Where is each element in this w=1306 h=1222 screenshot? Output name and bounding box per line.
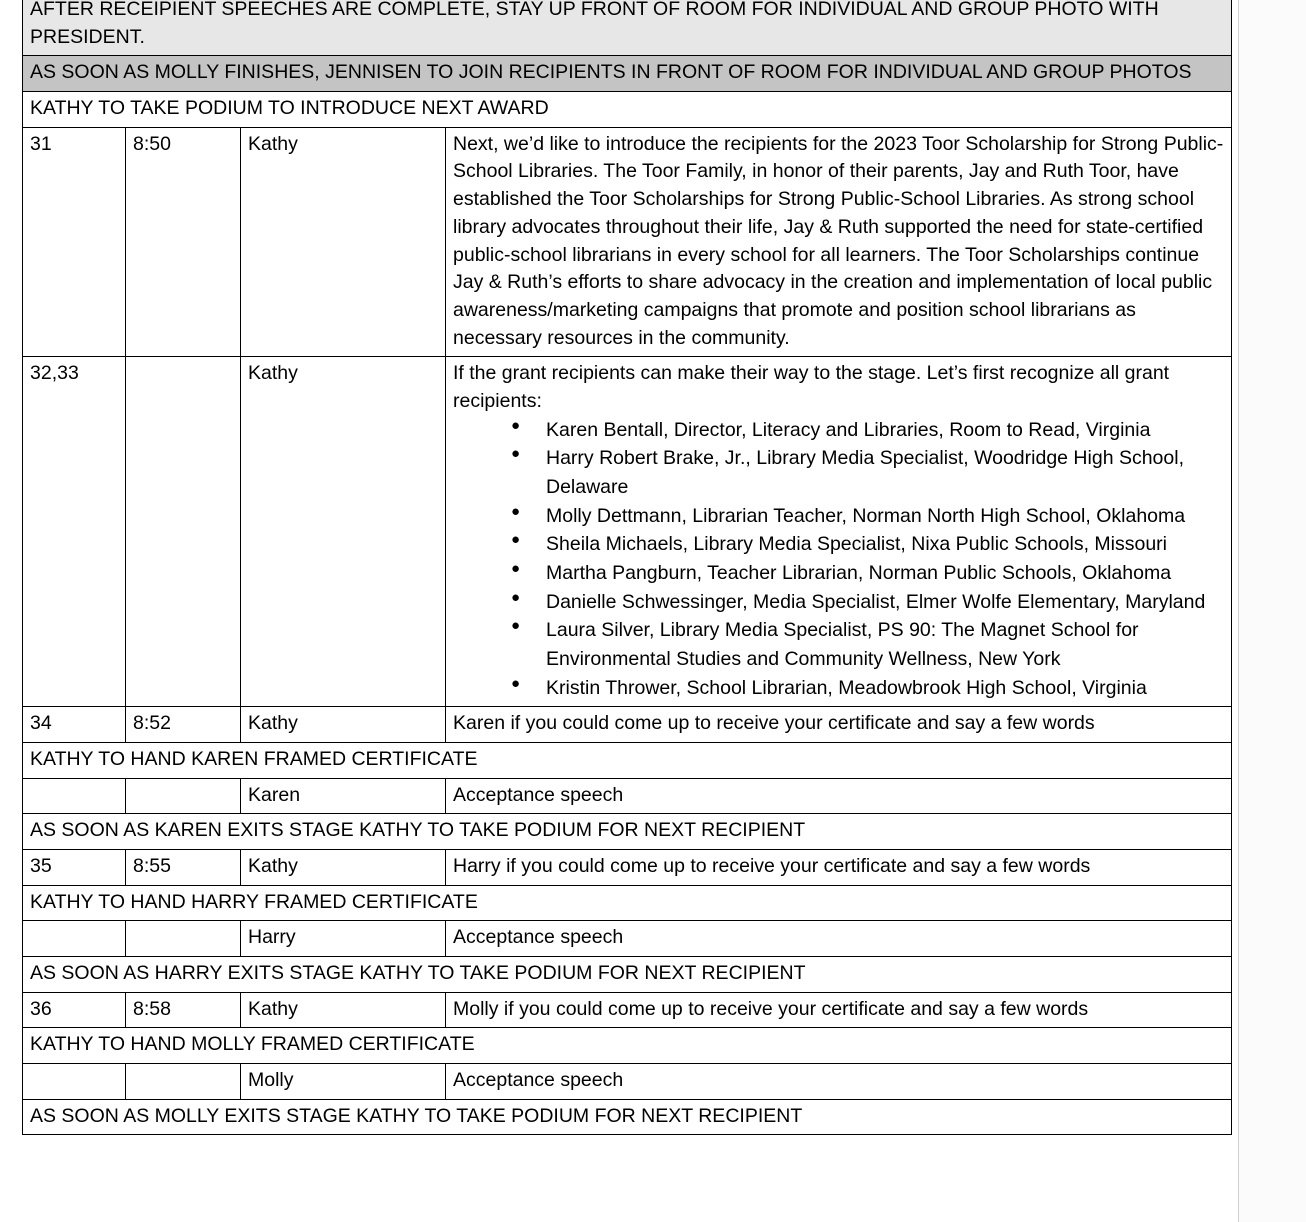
table-row	[23, 357, 1232, 707]
run-of-show-table	[22, 0, 1232, 1135]
table-row	[23, 778, 1232, 814]
cue-number	[23, 1064, 126, 1100]
cue-banner-row	[23, 1099, 1232, 1135]
table-row	[23, 849, 1232, 885]
cue-speaker: Kathy	[241, 127, 446, 357]
cue-number: 36	[23, 992, 126, 1028]
list-item: ● Karen Bentall, Director, Literacy and Libraries, Room to Read, Virginia	[511, 416, 1224, 445]
cue-number	[23, 921, 126, 957]
cue-time	[126, 1064, 241, 1100]
cue-script	[446, 127, 1232, 357]
list-item: ● Danielle Schwessinger, Media Specialist, Elmer Wolfe Elementary, Maryland	[511, 588, 1224, 617]
cue-banner-row	[23, 957, 1232, 993]
cue-speaker: Kathy	[241, 707, 446, 743]
cue-speaker: Kathy	[241, 357, 446, 707]
table-row	[23, 992, 1232, 1028]
cue-script	[446, 921, 1232, 957]
cue-time: 8:58	[126, 992, 241, 1028]
list-item: ● Laura Silver, Library Media Specialist, PS 90: The Magnet School for Environmental Studies and Community Wellness, New York	[511, 616, 1224, 673]
list-item: ● Harry Robert Brake, Jr., Library Media Specialist, Woodridge High School, Delaware	[511, 444, 1224, 501]
table-row	[23, 921, 1232, 957]
cue-speaker: Kathy	[241, 992, 446, 1028]
cue-script	[446, 1064, 1232, 1100]
cue-speaker: Molly	[241, 1064, 446, 1100]
cue-speaker: Karen	[241, 778, 446, 814]
cue-time: 8:55	[126, 849, 241, 885]
cue-banner-text: KATHY TO HAND MOLLY FRAMED CERTIFICATE	[23, 1028, 1232, 1064]
cue-banner-row	[23, 0, 1232, 56]
cue-time: 8:52	[126, 707, 241, 743]
list-item: ● Kristin Thrower, School Librarian, Meadowbrook High School, Virginia	[511, 674, 1224, 703]
list-item: ● Sheila Michaels, Library Media Specialist, Nixa Public Schools, Missouri	[511, 530, 1224, 559]
cue-script-text: If the grant recipients can make their way to the stage. Let’s first recognize all grant recipients:	[453, 362, 1170, 412]
cue-banner-row	[23, 92, 1232, 128]
cue-script	[446, 992, 1232, 1028]
page-outer-background	[1239, 0, 1306, 1222]
cue-script	[446, 778, 1232, 814]
cue-script-text: Acceptance speech	[453, 1069, 624, 1092]
cue-script-text: Molly if you could come up to receive your certificate and say a few words	[453, 997, 1089, 1020]
cue-script	[446, 357, 1232, 707]
cue-banner-text: AS SOON AS MOLLY EXITS STAGE KATHY TO TAKE PODIUM FOR NEXT RECIPIENT	[23, 1099, 1232, 1135]
cue-time: 8:50	[126, 127, 241, 357]
page-right-edge	[1238, 0, 1239, 1222]
cue-time	[126, 778, 241, 814]
table-row	[23, 1064, 1232, 1100]
cue-number: 34	[23, 707, 126, 743]
cue-speaker: Kathy	[241, 849, 446, 885]
cue-script-text: Harry if you could come up to receive your certificate and say a few words	[453, 854, 1091, 877]
cue-banner-text: AFTER RECEIPIENT SPEECHES ARE COMPLETE, STAY UP FRONT OF ROOM FOR INDIVIDUAL AND GROUP PHOTO WITH PRESIDENT.	[23, 0, 1232, 56]
cue-banner-text: KATHY TO HAND KAREN FRAMED CERTIFICATE	[23, 742, 1232, 778]
cue-number: 32,33	[23, 357, 126, 707]
cue-script-text: Karen if you could come up to receive your certificate and say a few words	[453, 712, 1095, 735]
cue-speaker: Harry	[241, 921, 446, 957]
cue-script	[446, 707, 1232, 743]
cue-number	[23, 778, 126, 814]
cue-script-text: Acceptance speech	[453, 783, 624, 806]
cue-banner-text: AS SOON AS MOLLY FINISHES, JENNISEN TO JOIN RECIPIENTS IN FRONT OF ROOM FOR INDIVIDUAL AND GROUP PHOTOS	[23, 56, 1232, 92]
cue-banner-row	[23, 814, 1232, 850]
list-item: ● Martha Pangburn, Teacher Librarian, Norman Public Schools, Oklahoma	[511, 559, 1224, 588]
run-of-show-document	[22, 0, 1231, 1135]
cue-banner-text: KATHY TO HAND HARRY FRAMED CERTIFICATE	[23, 885, 1232, 921]
cue-time	[126, 921, 241, 957]
cue-number: 35	[23, 849, 126, 885]
list-item: ● Molly Dettmann, Librarian Teacher, Norman North High School, Oklahoma	[511, 502, 1224, 531]
cue-banner-row	[23, 56, 1232, 92]
cue-banner-row	[23, 885, 1232, 921]
cue-banner-row	[23, 1028, 1232, 1064]
cue-banner-text: KATHY TO TAKE PODIUM TO INTRODUCE NEXT AWARD	[23, 92, 1232, 128]
cue-script	[446, 849, 1232, 885]
cue-banner-row	[23, 742, 1232, 778]
cue-number: 31	[23, 127, 126, 357]
cue-script-text: Acceptance speech	[453, 926, 624, 949]
table-body	[23, 0, 1232, 1135]
cue-script-text: Next, we’d like to introduce the recipients for the 2023 Toor Scholarship for Strong Public-School Libraries. The Toor Family, in honor of their parents, Jay and Ruth Toor, have established the Toor Scholarships for Strong Public-School Libraries. As strong school library advocates throughout their life, Jay & Ruth supported the need for state-certified public-school librarians in every school for all learners. The Toor Scholarships continue Jay & Ruth’s efforts to share advocacy in the creation and implementation of local public awareness/marketing campaigns that promote and position school librarians as necessary resources in the community.	[453, 132, 1224, 349]
cue-banner-text: AS SOON AS KAREN EXITS STAGE KATHY TO TAKE PODIUM FOR NEXT RECIPIENT	[23, 814, 1232, 850]
recipient-list	[453, 416, 1224, 703]
cue-banner-text: AS SOON AS HARRY EXITS STAGE KATHY TO TAKE PODIUM FOR NEXT RECIPIENT	[23, 957, 1232, 993]
table-row	[23, 707, 1232, 743]
table-row	[23, 127, 1232, 357]
cue-time	[126, 357, 241, 707]
